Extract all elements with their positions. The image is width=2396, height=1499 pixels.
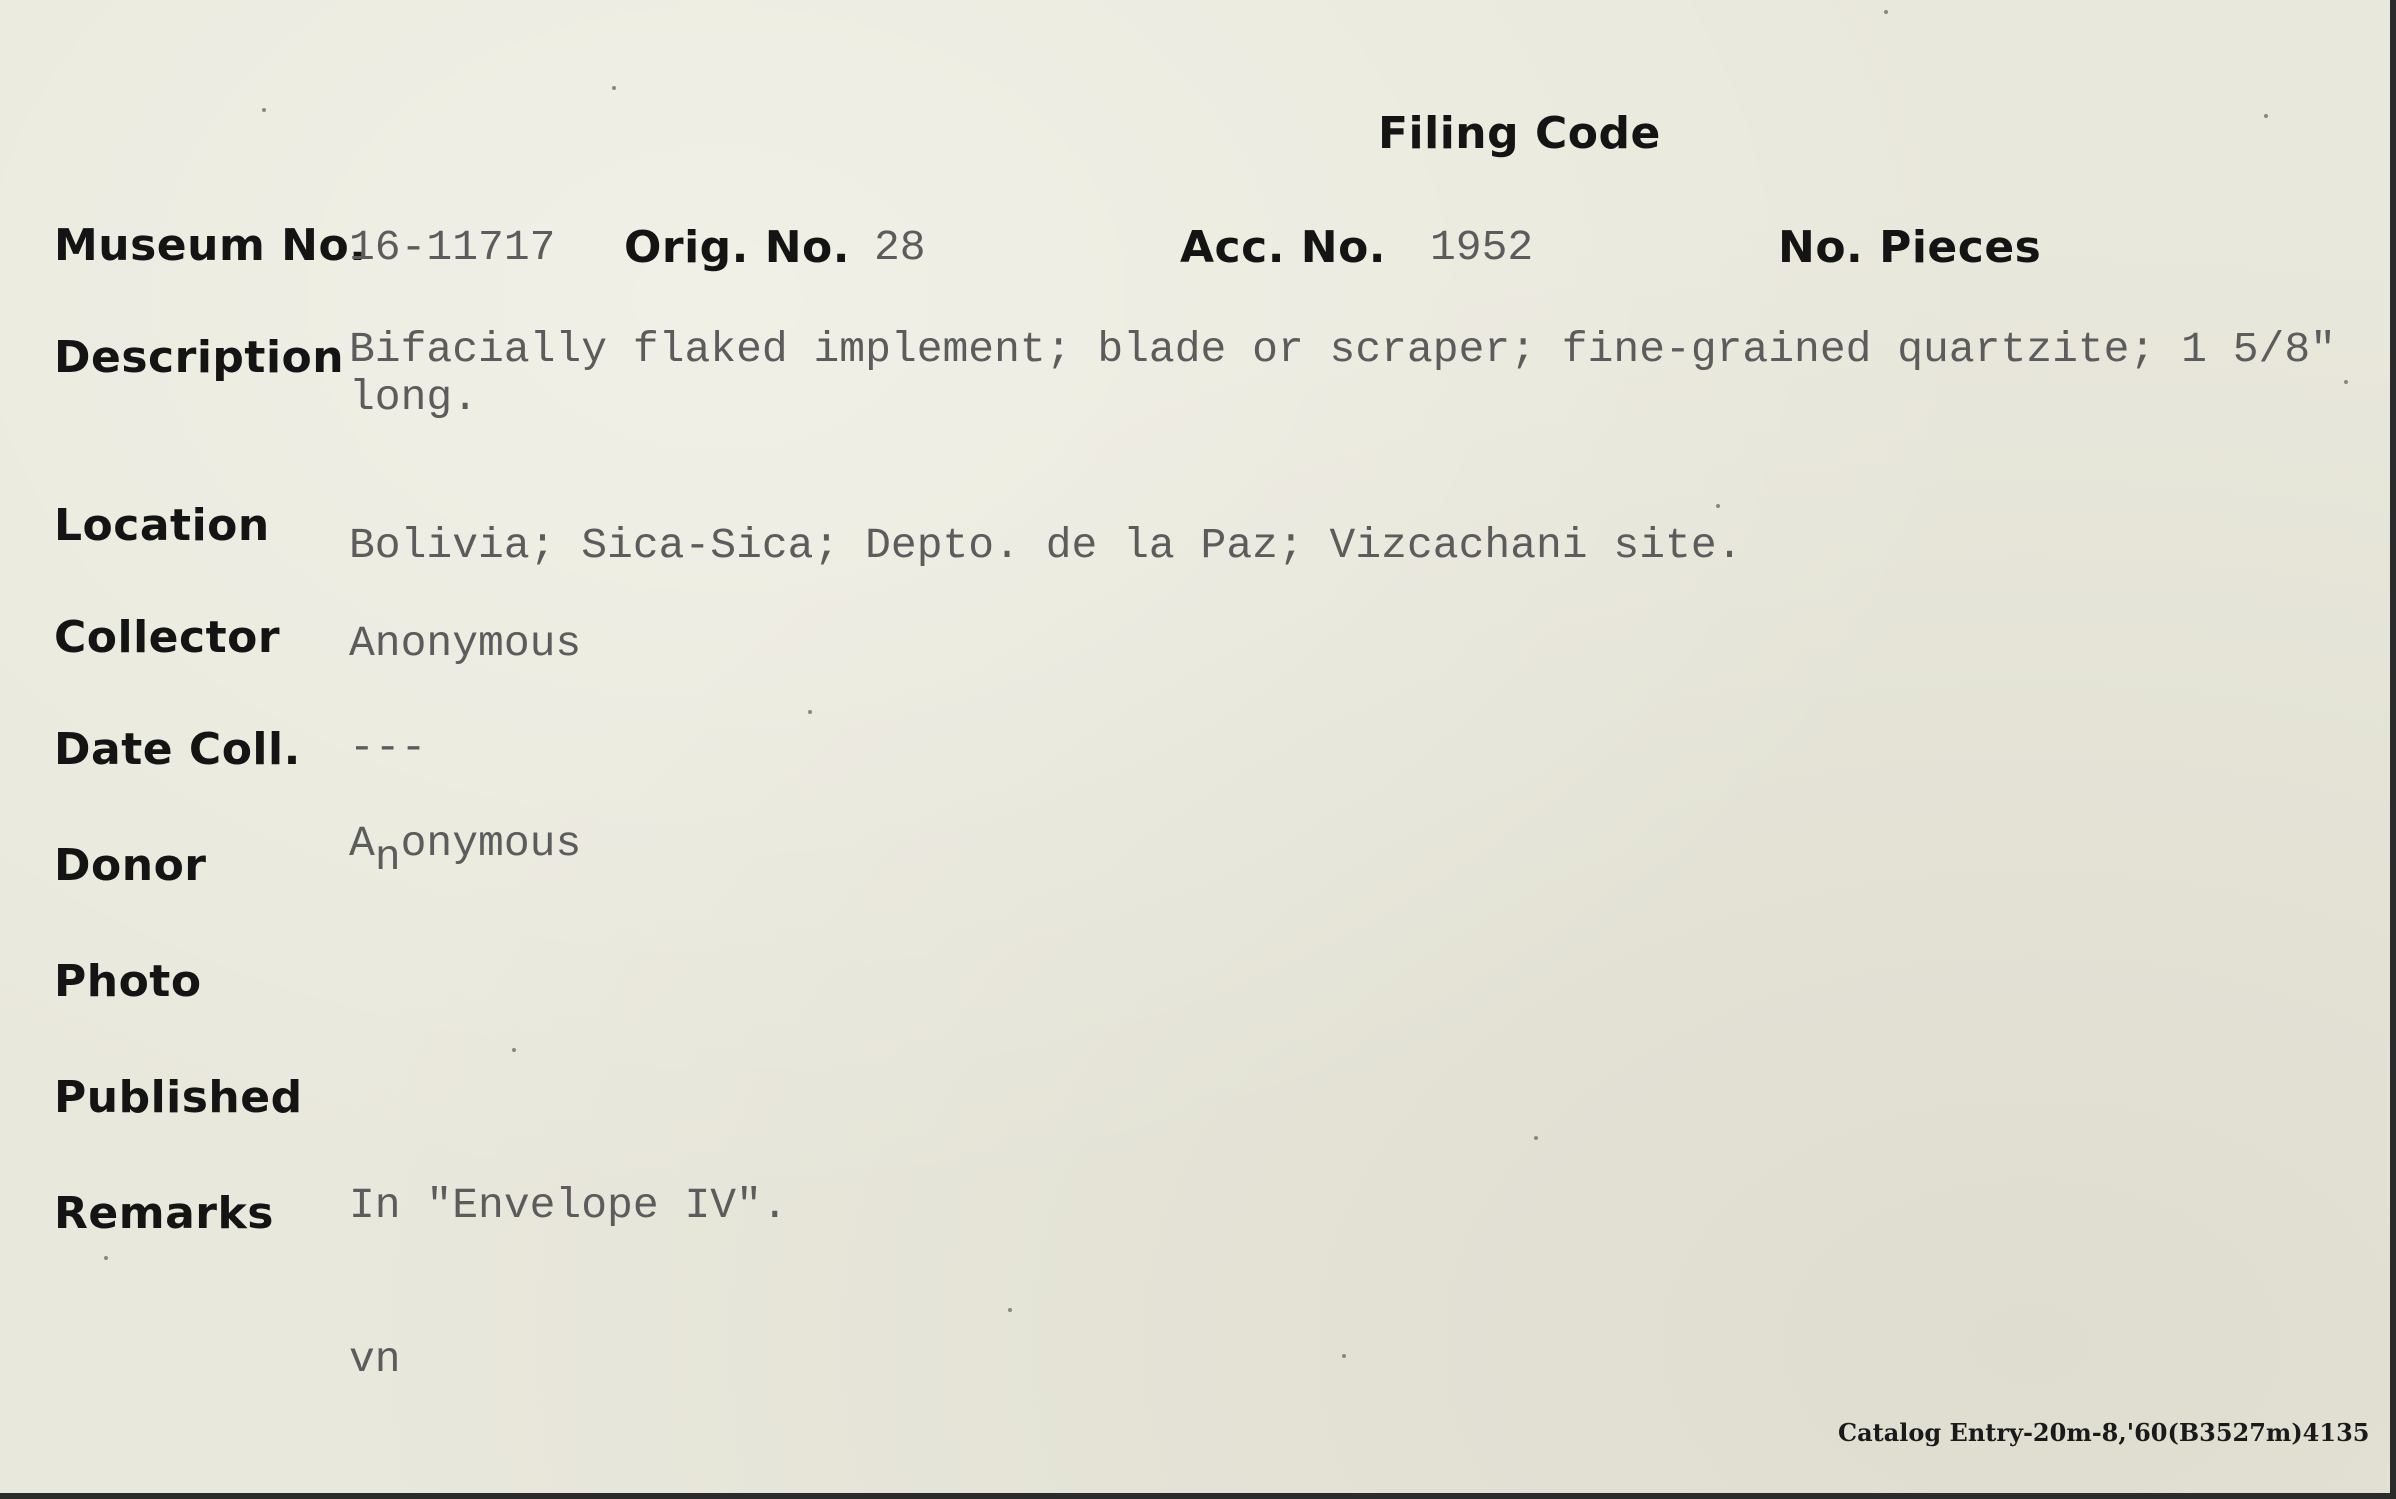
location-label: Location bbox=[54, 500, 270, 551]
paper-speck bbox=[2344, 380, 2348, 384]
paper-speck bbox=[612, 86, 616, 90]
donor-value bbox=[349, 819, 582, 882]
donor-value-rest: onymous bbox=[400, 819, 582, 868]
donor-value-subscript: n bbox=[374, 833, 401, 882]
orig-no-label: Orig. No. bbox=[624, 222, 850, 273]
donor-label: Donor bbox=[54, 840, 207, 891]
photo-label: Photo bbox=[54, 956, 202, 1007]
collector-value: Anonymous bbox=[349, 619, 582, 668]
date-coll-label: Date Coll. bbox=[54, 724, 301, 775]
orig-no-value: 28 bbox=[874, 223, 926, 272]
acc-no-label: Acc. No. bbox=[1180, 222, 1387, 273]
paper-speck bbox=[1716, 504, 1720, 508]
museum-no-label: Museum No. bbox=[54, 220, 367, 271]
paper-speck bbox=[1884, 10, 1888, 14]
paper-speck bbox=[512, 1048, 516, 1052]
description-line-2: long. bbox=[349, 373, 479, 422]
paper-speck bbox=[1008, 1308, 1012, 1312]
date-coll-value: --- bbox=[349, 723, 427, 772]
paper-speck bbox=[1534, 1136, 1538, 1140]
description-label: Description bbox=[54, 332, 345, 383]
paper-speck bbox=[104, 1256, 108, 1260]
catalog-entry-footer: Catalog Entry-20m-8,'60(B3527m)4135 bbox=[1838, 1418, 2370, 1447]
remarks-value: In "Envelope IV". bbox=[349, 1181, 788, 1230]
paper-speck bbox=[2264, 114, 2268, 118]
donor-value-initial: A bbox=[349, 819, 375, 868]
paper-speck bbox=[262, 108, 266, 112]
filing-code-label: Filing Code bbox=[1378, 108, 1661, 159]
cataloger-initials: vn bbox=[349, 1335, 401, 1384]
no-pieces-label: No. Pieces bbox=[1778, 222, 2042, 273]
description-line-1: Bifacially flaked implement; blade or scraper; fine-grained quartzite; 1 5/8" bbox=[349, 325, 2336, 374]
remarks-label: Remarks bbox=[54, 1188, 274, 1239]
collector-label: Collector bbox=[54, 612, 281, 663]
acc-no-value: 1952 bbox=[1430, 223, 1534, 272]
paper-speck bbox=[808, 710, 812, 714]
paper-speck bbox=[1342, 1354, 1346, 1358]
published-label: Published bbox=[54, 1072, 303, 1123]
museum-no-value: 16-11717 bbox=[349, 223, 556, 272]
location-value: Bolivia; Sica-Sica; Depto. de la Paz; Vizcachani site. bbox=[349, 521, 1743, 570]
